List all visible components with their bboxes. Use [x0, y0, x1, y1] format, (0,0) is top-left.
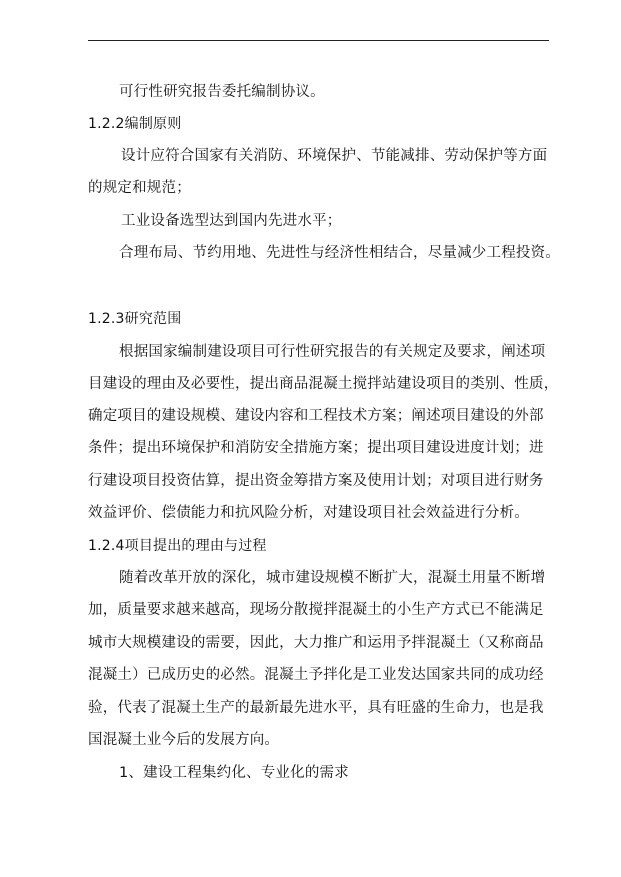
- paragraph-text: 城市大规模建设的需要，因此，大力推广和运用予拌混凝土（又称商品: [88, 635, 544, 651]
- header-rule: [88, 40, 549, 41]
- paragraph-text: 可行性研究报告委托编制协议。: [119, 84, 325, 100]
- paragraph-text: 合理布局、节约用地、先进性与经济性相结合，尽量减少工程投资。: [119, 245, 560, 261]
- paragraph-text: 国混凝土业今后的发展方向。: [88, 732, 280, 748]
- paragraph-text: 混凝土）已成历史的必然。混凝土予拌化是工业发达国家共同的成功经: [88, 667, 544, 683]
- section-heading-1-2-4: 1.2.4项目提出的理由与过程: [88, 538, 267, 554]
- paragraph-text: 验，代表了混凝土生产的最新最先进水平，具有旺盛的生命力，也是我: [88, 700, 544, 716]
- section-heading-1-2-2: 1.2.2编制原则: [88, 116, 182, 132]
- section-heading-1-2-3: 1.2.3研究范围: [88, 311, 182, 327]
- paragraph-text: 条件；提出环境保护和消防安全措施方案；提出项目建设进度计划；进: [88, 440, 544, 456]
- paragraph-text: 随着改革开放的深化，城市建设规模不断扩大，混凝土用量不断增: [119, 570, 546, 586]
- paragraph-text: 目建设的理由及必要性，提出商品混凝土搅拌站建设项目的类别、性质，: [88, 376, 559, 392]
- paragraph-text: 的规定和规范；: [88, 180, 191, 196]
- paragraph-text: 设计应符合国家有关消防、环境保护、节能减排、劳动保护等方面: [121, 148, 548, 164]
- paragraph-text: 工业设备选型达到国内先进水平；: [121, 213, 342, 229]
- paragraph-text: 根据国家编制建设项目可行性研究报告的有关规定及要求，阐述项: [119, 344, 546, 360]
- paragraph-text: 确定项目的建设规模、建设内容和工程技术方案；阐述项目建设的外部: [88, 408, 544, 424]
- paragraph-text: 加，质量要求越来越高，现场分散搅拌混凝土的小生产方式已不能满足: [88, 602, 544, 618]
- list-item-heading: 1、建设工程集约化、专业化的需求: [119, 765, 349, 781]
- paragraph-text: 行建设项目投资估算，提出资金筹措方案及使用计划；对项目进行财务: [88, 473, 544, 489]
- paragraph-text: 效益评价、偿债能力和抗风险分析，对建设项目社会效益进行分析。: [88, 505, 529, 521]
